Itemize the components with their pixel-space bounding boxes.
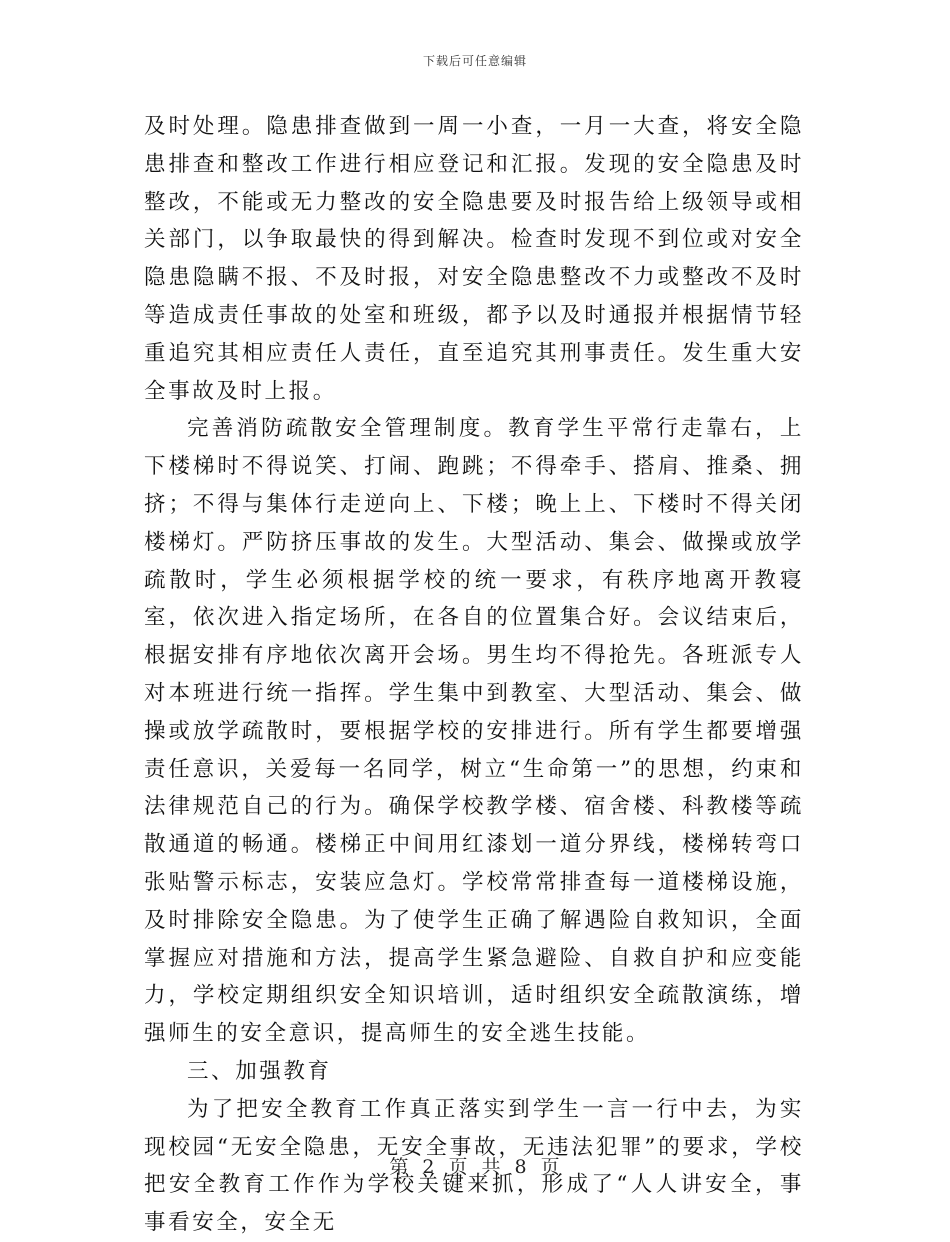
document-body [144,108,804,1242]
paragraph-safety-education: 为了把安全教育工作真正落实到学生一言一行中去，为实现校园“无安全隐患，无安全事故，无违法犯罪”的要求，学校把安全教育工作作为学校关键来抓，形成了“人人讲安全，事事看安全，安全无 [144,1096,804,1236]
paragraph-fire-evacuation: 完善消防疏散安全管理制度。教育学生平常行走靠右，上下楼梯时不得说笑、打闹、跑跳；不得牵手、搭肩、推桑、拥挤；不得与集体行走逆向上、下楼；晚上上、下楼时不得关闭楼梯灯。严防挤压事故的发生。大型活动、集会、做操或放学疏散时，学生必须根据学校的统一要求，有秩序地离开教寝室，依次进入指定场所，在各自的位置集合好。会议结束后，根据安排有序地依次离开会场。男生均不得抢先。各班派专人对本班进行统一指挥。学生集中到教室、大型活动、集会、做操或放学疏散时，要根据学校的安排进行。所有学生都要增强责任意识，关爱每一名同学，树立“生命第一”的思想，约束和法律规范自己的行为。确保学校教学楼、宿舍楼、科教楼等疏散通道的畅通。楼梯正中间用红漆划一道分界线，楼梯转弯口张贴警示标志，安装应急灯。学校常常排查每一道楼梯设施，及时排除安全隐患。为了使学生正确了解遇险自救知识，全面掌握应对措施和方法，提高学生紧急避险、自救自护和应变能力，学校定期组织安全知识培训，适时组织安全疏散演练，增强师生的安全意识，提高师生的安全逃生技能。 [144,416,804,1047]
paragraph-hazard-handling: 及时处理。隐患排查做到一周一小查，一月一大查，将安全隐患排查和整改工作进行相应登记和汇报。发现的安全隐患及时整改，不能或无力整改的安全隐患要及时报告给上级领导或相关部门，以争取最快的得到解决。检查时发现不到位或对安全隐患隐瞒不报、不及时报，对安全隐患整改不力或整改不及时等造成责任事故的处室和班级，都予以及时通报并根据情节轻重追究其相应责任人责任，直至追究其刑事责任。发生重大安全事故及时上报。 [144,114,804,404]
section-heading-education: 三、加强教育 [187,1058,332,1084]
page-number-footer: 第 2 页 共 8 页 [389,1156,561,1178]
page-header-note: 下载后可任意编辑 [422,54,527,68]
